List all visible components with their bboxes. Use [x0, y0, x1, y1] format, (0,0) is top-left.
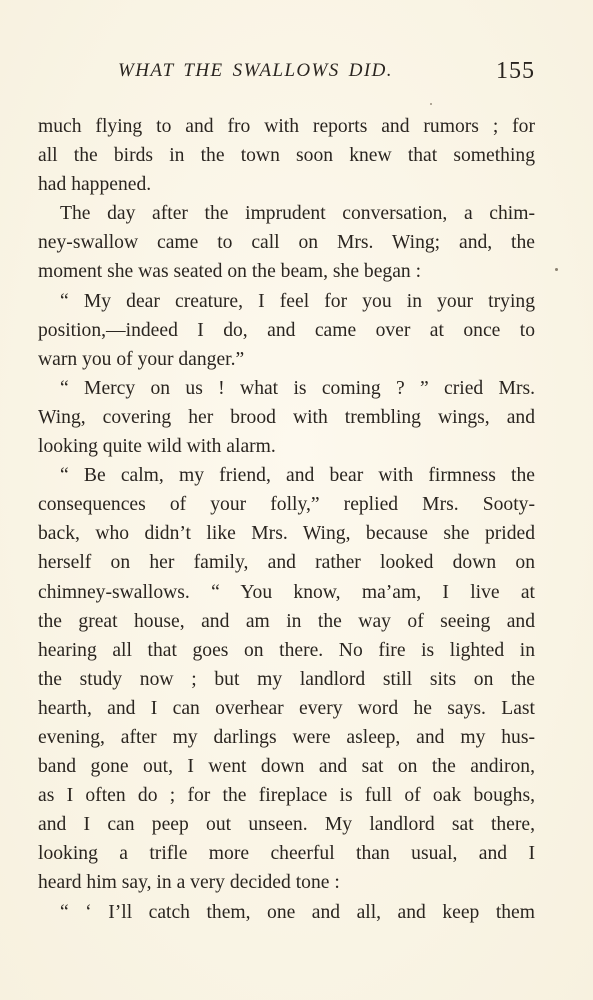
running-title: WHAT THE SWALLOWS DID.: [118, 60, 393, 81]
text-line: had happened.: [38, 174, 152, 196]
body-text: [38, 112, 535, 927]
text-line: “ Mercy on us ! what is coming ? ” cried Mrs.: [60, 377, 535, 399]
text-line: herself on her family, and rather looked down on: [38, 552, 535, 574]
text-line: all the birds in the town soon knew that something: [38, 145, 535, 167]
text-line: the study now ; but my landlord still sits on the: [38, 668, 535, 690]
text-line: The day after the imprudent conversation, a chim-: [60, 203, 535, 225]
text-line: position,—indeed I do, and came over at once to: [38, 319, 535, 341]
text-line: warn you of your danger.”: [38, 348, 245, 370]
text-line: band gone out, I went down and sat on the andiron,: [38, 756, 535, 778]
text-line: looking quite wild with alarm.: [38, 436, 276, 458]
running-head: [38, 60, 535, 90]
text-line: ney-swallow came to call on Mrs. Wing; and, the: [38, 232, 535, 254]
text-line: back, who didn’t like Mrs. Wing, because she prided: [38, 523, 535, 545]
text-line: heard him say, in a very decided tone :: [38, 872, 340, 894]
text-line: Wing, covering her brood with trembling wings, and: [38, 406, 535, 428]
text-line: consequences of your folly,” replied Mrs. Sooty-: [38, 494, 535, 516]
text-line: moment she was seated on the beam, she began :: [38, 261, 422, 283]
text-line: hearing all that goes on there. No fire is lighted in: [38, 639, 535, 661]
text-line: “ My dear creature, I feel for you in your trying: [60, 290, 535, 312]
text-line: as I often do ; for the fireplace is full of oak boughs,: [38, 785, 535, 807]
page-number: 155: [496, 58, 535, 84]
text-line: and I can peep out unseen. My landlord sat there,: [38, 814, 535, 836]
text-line: much flying to and fro with reports and rumors ; for: [38, 116, 535, 137]
text-line: chimney-swallows. “ You know, ma’am, I live at: [38, 581, 535, 603]
text-line: “ Be calm, my friend, and bear with firmness the: [60, 465, 535, 487]
text-line: hearth, and I can overhear every word he says. Last: [38, 697, 535, 719]
text-line: evening, after my darlings were asleep, and my hus-: [38, 726, 535, 748]
ink-speck: [430, 103, 432, 105]
text-line: the great house, and am in the way of seeing and: [38, 610, 535, 632]
text-line: looking a trifle more cheerful than usual, and I: [38, 843, 535, 865]
text-line: “ ‘ I’ll catch them, one and all, and keep them: [60, 901, 535, 923]
ink-speck: [555, 268, 558, 271]
